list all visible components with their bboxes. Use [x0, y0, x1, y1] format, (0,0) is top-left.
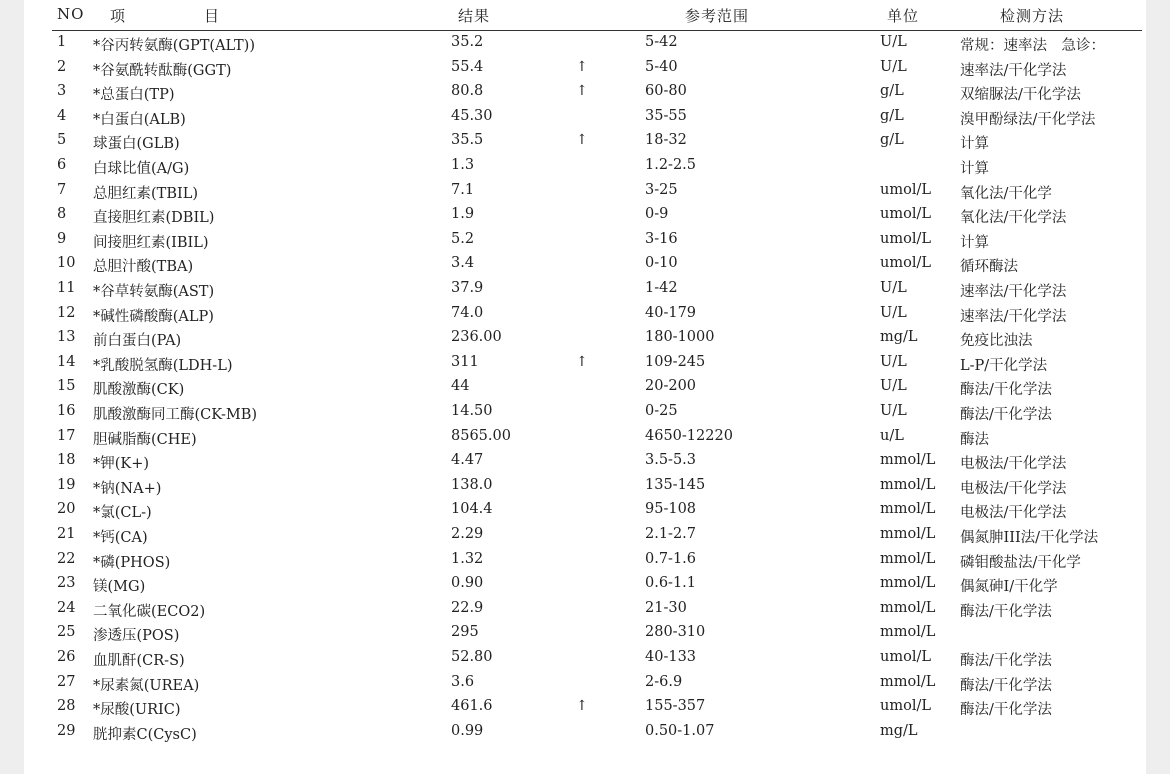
method: 酶法/干化学法 [960, 677, 1052, 694]
reference-range: 4650-12220 [645, 427, 733, 444]
method: 酶法 [960, 431, 989, 448]
test-result: 2.29 [451, 526, 484, 542]
method: 电极法/干化学法 [960, 480, 1067, 497]
table-row [24, 59, 1146, 83]
row-number: 21 [57, 526, 76, 542]
unit: umol/L [880, 206, 931, 223]
row-number: 19 [57, 476, 76, 493]
method: 电极法/干化学法 [960, 505, 1067, 522]
test-result: 4.47 [451, 452, 484, 469]
reference-range: 0-10 [645, 255, 678, 272]
test-name: 血肌酐(CR-S) [93, 653, 185, 669]
test-name: 镁(MG) [93, 579, 146, 596]
row-number: 5 [57, 132, 67, 149]
unit: umol/L [880, 181, 931, 198]
test-result: 3.6 [451, 673, 475, 690]
test-result: 138.0 [451, 476, 493, 493]
test-result: 14.50 [451, 403, 493, 419]
method: 溴甲酚绿法/干化学法 [960, 111, 1096, 128]
reference-range: 40-179 [645, 304, 697, 321]
method: 速率法/干化学法 [960, 308, 1067, 325]
test-name: *氯(CL-) [93, 505, 152, 522]
table-row [24, 305, 1146, 329]
table-row [24, 378, 1146, 402]
method: 双缩脲法/干化学法 [960, 87, 1081, 104]
method: 酶法/干化学法 [960, 653, 1052, 669]
table-row [24, 231, 1146, 255]
method: 酶法/干化学法 [960, 702, 1052, 719]
test-name: *钠(NA+) [93, 480, 162, 497]
table-row [24, 182, 1146, 206]
unit: U/L [880, 353, 907, 370]
test-name: *乳酸脱氢酶(LDH-L) [93, 357, 233, 374]
high-flag-icon: ↑ [576, 58, 588, 75]
method: 磷钼酸盐法/干化学 [960, 554, 1081, 571]
high-flag-icon: ↑ [576, 83, 588, 100]
row-number: 14 [57, 353, 76, 370]
reference-range: 2.1-2.7 [645, 526, 697, 542]
reference-range: 20-200 [645, 378, 697, 395]
method: 常规：速率法 急诊： [960, 38, 1105, 54]
test-name: 胱抑素C(CysC) [93, 726, 197, 743]
test-name: 肌酸激酶(CK) [93, 382, 185, 399]
test-name: 直接胆红素(DBIL) [93, 210, 215, 227]
unit: U/L [880, 34, 907, 50]
row-number: 6 [57, 157, 67, 173]
row-number: 24 [57, 599, 76, 616]
test-name: *钾(K+) [93, 456, 150, 473]
unit: mmol/L [880, 526, 936, 542]
reference-range: 109-245 [645, 353, 706, 370]
reference-range: 0.50-1.07 [645, 722, 715, 739]
table-row [24, 649, 1146, 673]
row-number: 13 [57, 329, 76, 346]
row-number: 3 [57, 83, 67, 100]
test-name: 胆碱脂酶(CHE) [93, 431, 197, 448]
test-result: 295 [451, 624, 479, 641]
header-reference: 参考范围 [685, 7, 750, 25]
high-flag-icon: ↑ [576, 698, 588, 715]
test-result: 80.8 [451, 83, 484, 100]
row-number: 10 [57, 255, 76, 272]
test-name: 总胆红素(TBIL) [93, 185, 198, 202]
unit: mg/L [880, 722, 918, 739]
reference-range: 0.7-1.6 [645, 550, 697, 567]
method: 酶法/干化学法 [960, 407, 1052, 423]
test-result: 104.4 [451, 501, 493, 518]
table-row [24, 206, 1146, 230]
unit: mmol/L [880, 452, 936, 469]
row-number: 1 [57, 34, 67, 50]
table-row [24, 108, 1146, 132]
table-row [24, 428, 1146, 452]
header-result: 结果 [458, 7, 491, 25]
reference-range: 60-80 [645, 83, 687, 100]
unit: umol/L [880, 255, 931, 272]
row-number: 23 [57, 575, 76, 592]
row-number: 27 [57, 673, 76, 690]
test-name: 间接胆红素(IBIL) [93, 234, 209, 251]
table-row [24, 83, 1146, 107]
table-row [24, 698, 1146, 722]
test-name: *碱性磷酸酶(ALP) [93, 308, 214, 325]
test-name: 球蛋白(GLB) [93, 136, 180, 153]
reference-range: 5-42 [645, 34, 678, 50]
test-result: 55.4 [451, 58, 484, 75]
method: 氧化法/干化学 [960, 185, 1052, 202]
row-number: 28 [57, 698, 76, 715]
method: 计算 [960, 136, 989, 153]
method: 偶氮砷I/干化学 [960, 579, 1058, 596]
unit: mg/L [880, 329, 918, 346]
header-item-1: 项 [110, 7, 127, 25]
table-row [24, 403, 1146, 427]
header-item-2: 目 [204, 7, 221, 25]
reference-range: 18-32 [645, 132, 687, 149]
reference-range: 3-16 [645, 230, 678, 247]
reference-range: 2-6.9 [645, 673, 683, 690]
table-row [24, 329, 1146, 353]
method: 计算 [960, 234, 989, 251]
method: 速率法/干化学法 [960, 62, 1067, 79]
test-result: 35.5 [451, 132, 484, 149]
test-name: *谷氨酰转酞酶(GGT) [93, 62, 232, 79]
test-result: 236.00 [451, 329, 502, 346]
row-number: 9 [57, 230, 67, 247]
test-result: 311 [451, 353, 479, 370]
reference-range: 95-108 [645, 501, 697, 518]
reference-range: 1-42 [645, 280, 678, 296]
method: 免疫比浊法 [960, 333, 1033, 350]
table-row [24, 624, 1146, 648]
method: L-P/干化学法 [960, 357, 1048, 374]
method: 酶法/干化学法 [960, 603, 1052, 620]
reference-range: 155-357 [645, 698, 706, 715]
row-number: 22 [57, 550, 76, 567]
reference-range: 0.6-1.1 [645, 575, 697, 592]
unit: U/L [880, 304, 907, 321]
test-result: 0.99 [451, 722, 484, 739]
unit: mmol/L [880, 673, 936, 690]
method: 氧化法/干化学法 [960, 210, 1067, 227]
row-number: 20 [57, 501, 76, 518]
reference-range: 3.5-5.3 [645, 452, 697, 469]
unit: g/L [880, 132, 904, 149]
test-result: 1.3 [451, 157, 475, 173]
test-name: *总蛋白(TP) [93, 87, 175, 104]
unit: umol/L [880, 649, 931, 665]
reference-range: 5-40 [645, 58, 678, 75]
row-number: 18 [57, 452, 76, 469]
reference-range: 3-25 [645, 181, 678, 198]
test-result: 45.30 [451, 107, 493, 124]
test-result: 8565.00 [451, 427, 511, 444]
unit: U/L [880, 378, 907, 395]
unit: umol/L [880, 230, 931, 247]
unit: umol/L [880, 698, 931, 715]
table-row [24, 34, 1146, 58]
row-number: 26 [57, 649, 76, 665]
row-number: 15 [57, 378, 76, 395]
method: 电极法/干化学法 [960, 456, 1067, 473]
method: 循环酶法 [960, 259, 1018, 276]
reference-range: 21-30 [645, 599, 687, 616]
test-name: 肌酸激酶同工酶(CK-MB) [93, 407, 258, 423]
header-no: NO [57, 5, 85, 23]
test-result: 5.2 [451, 230, 475, 247]
test-result: 44 [451, 378, 470, 395]
test-result: 35.2 [451, 34, 484, 50]
test-name: *谷草转氨酶(AST) [93, 284, 215, 300]
test-name: 白球比值(A/G) [93, 161, 190, 177]
test-result: 0.90 [451, 575, 484, 592]
table-row [24, 255, 1146, 279]
table-row [24, 132, 1146, 156]
header-rule [52, 30, 1142, 31]
test-result: 37.9 [451, 280, 484, 296]
table-row [24, 354, 1146, 378]
method: 偶氮胂III法/干化学法 [960, 530, 1099, 546]
test-name: *尿素氮(UREA) [93, 677, 200, 694]
table-row [24, 501, 1146, 525]
table-row [24, 280, 1146, 304]
unit: mmol/L [880, 550, 936, 567]
unit: u/L [880, 427, 904, 444]
report-sheet [24, 0, 1146, 774]
row-number: 2 [57, 58, 67, 75]
unit: mmol/L [880, 501, 936, 518]
reference-range: 40-133 [645, 649, 697, 665]
unit: U/L [880, 403, 907, 419]
unit: U/L [880, 280, 907, 296]
table-row [24, 674, 1146, 698]
test-result: 1.32 [451, 550, 484, 567]
reference-range: 0-25 [645, 403, 678, 419]
header-unit: 单位 [887, 7, 920, 25]
row-number: 8 [57, 206, 67, 223]
test-result: 7.1 [451, 181, 475, 198]
unit: mmol/L [880, 476, 936, 493]
row-number: 16 [57, 403, 76, 419]
test-result: 74.0 [451, 304, 484, 321]
row-number: 29 [57, 722, 76, 739]
reference-range: 35-55 [645, 107, 687, 124]
reference-range: 280-310 [645, 624, 706, 641]
table-row [24, 526, 1146, 550]
test-name: 总胆汁酸(TBA) [93, 259, 194, 276]
method: 酶法/干化学法 [960, 382, 1052, 399]
high-flag-icon: ↑ [576, 353, 588, 370]
reference-range: 0-9 [645, 206, 669, 223]
test-name: *谷丙转氨酶(GPT(ALT)) [93, 38, 255, 54]
row-number: 25 [57, 624, 76, 641]
test-name: *尿酸(URIC) [93, 702, 181, 719]
test-result: 3.4 [451, 255, 475, 272]
header-method: 检测方法 [1000, 7, 1065, 25]
test-name: *磷(PHOS) [93, 554, 171, 571]
table-row [24, 551, 1146, 575]
row-number: 11 [57, 280, 76, 296]
table-row [24, 157, 1146, 181]
reference-range: 1.2-2.5 [645, 157, 697, 173]
test-name: 前白蛋白(PA) [93, 333, 182, 350]
test-result: 1.9 [451, 206, 475, 223]
row-number: 7 [57, 181, 67, 198]
unit: mmol/L [880, 599, 936, 616]
test-name: *钙(CA) [93, 530, 148, 546]
unit: mmol/L [880, 624, 936, 641]
reference-range: 180-1000 [645, 329, 715, 346]
row-number: 12 [57, 304, 76, 321]
test-result: 461.6 [451, 698, 493, 715]
unit: mmol/L [880, 575, 936, 592]
unit: g/L [880, 107, 904, 124]
table-row [24, 575, 1146, 599]
method: 计算 [960, 161, 989, 177]
test-name: *白蛋白(ALB) [93, 111, 186, 128]
unit: U/L [880, 58, 907, 75]
row-number: 17 [57, 427, 76, 444]
table-row [24, 600, 1146, 624]
reference-range: 135-145 [645, 476, 706, 493]
high-flag-icon: ↑ [576, 132, 588, 149]
row-number: 4 [57, 107, 67, 124]
test-result: 22.9 [451, 599, 484, 616]
test-name: 二氧化碳(ECO2) [93, 603, 206, 620]
method: 速率法/干化学法 [960, 284, 1067, 300]
table-row [24, 723, 1146, 747]
table-row [24, 452, 1146, 476]
test-result: 52.80 [451, 649, 493, 665]
table-row [24, 477, 1146, 501]
unit: g/L [880, 83, 904, 100]
test-name: 渗透压(POS) [93, 628, 180, 645]
